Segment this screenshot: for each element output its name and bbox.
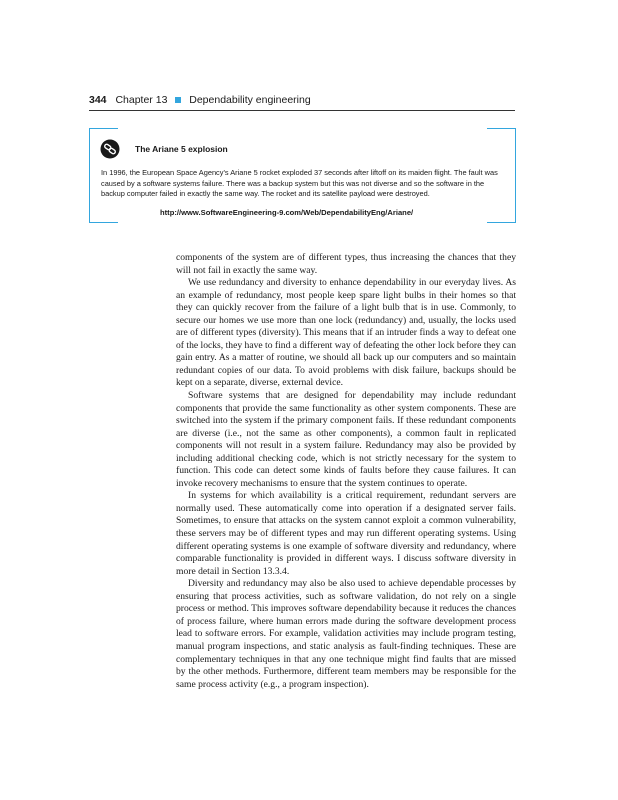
paragraph: Diversity and redundancy may also be also used to achieve dependable processes by ensuring that process activities, such as software validation, do not rely on a single process or method. This improves software dependability because it reduces the chances of process failure, where human errors made during the software development process lead to software errors. For example, validation activities may include program testing, manual program inspections, and static analysis as fault-finding techniques. These are complementary techniques in that any one technique might find faults that are missed by the other methods. Furthermore, different team members may be responsible for the same process activity (e.g., a program inspection). (176, 578, 516, 690)
paragraph: In systems for which availability is a critical requirement, redundant servers are normally used. These automatically come into operation if a designated server fails. Sometimes, to ensure that attacks on the system cannot exploit a common vulnerability, these servers may be of different types and may run different operating systems. Using different operating systems is one example of software diversity and redundancy, where comparable functionality is provided in different ways. I discuss software diversity in more detail in Section 13.3.4. (176, 490, 516, 577)
paragraph: Software systems that are designed for dependability may include redundant components that provide the same functionality as other system components. These are switched into the system if the primary component fails. If these redundant components are diverse (i.e., not the same as other components), a common fault in replicated components will not result in a system failure. Redundancy may also be provided by including additional checking code, which is not strictly necessary for the system to function. This code can detect some kinds of faults before they cause failures. It can invoke recovery mechanisms to ensure that the system continues to operate. (176, 390, 516, 489)
section-label: Dependability engineering (189, 94, 311, 106)
chapter-label: Chapter 13 (115, 94, 168, 106)
paragraph: components of the system are of different types, thus increasing the chances that they will not fail in exactly the same way. (176, 252, 516, 276)
box-text: In 1996, the European Space Agency's Ariane 5 rocket exploded 37 seconds after liftoff on its maiden flight. The fault was caused by a software systems failure. There was a backup system but this was not diverse and so the software in the backup computer failed in exactly the same way. The rocket and its satellite payload were destroyed. (101, 168, 498, 199)
body-text (176, 252, 516, 691)
paragraph: We use redundancy and diversity to enhance dependability in our everyday lives. As an example of redundancy, most people keep spare light bulbs in their homes so that they can quickly recover from the failure of a light bulb that is in use. Commonly, to secure our homes we use more than one lock (redundancy) and, usually, the locks used are of different types (diversity). This means that if an intruder finds a way to defeat one of the locks, they have to find a different way of defeating the other lock before they can gain entry. As a matter of routine, we should all back up our computers and so maintain redundant copies of our data. To avoid problems with disk failure, backups should be kept on a separate, diverse, external device. (176, 277, 516, 389)
box-url-link[interactable]: http://www.SoftwareEngineering-9.com/Web/DependabilityEng/Ariane/ (160, 208, 414, 217)
link-chain-icon (100, 139, 120, 159)
header-separator-square (175, 97, 181, 103)
box-title: The Ariane 5 explosion (135, 144, 228, 154)
page-number: 344 (89, 94, 107, 106)
running-header (89, 94, 311, 106)
header-rule (89, 110, 515, 111)
